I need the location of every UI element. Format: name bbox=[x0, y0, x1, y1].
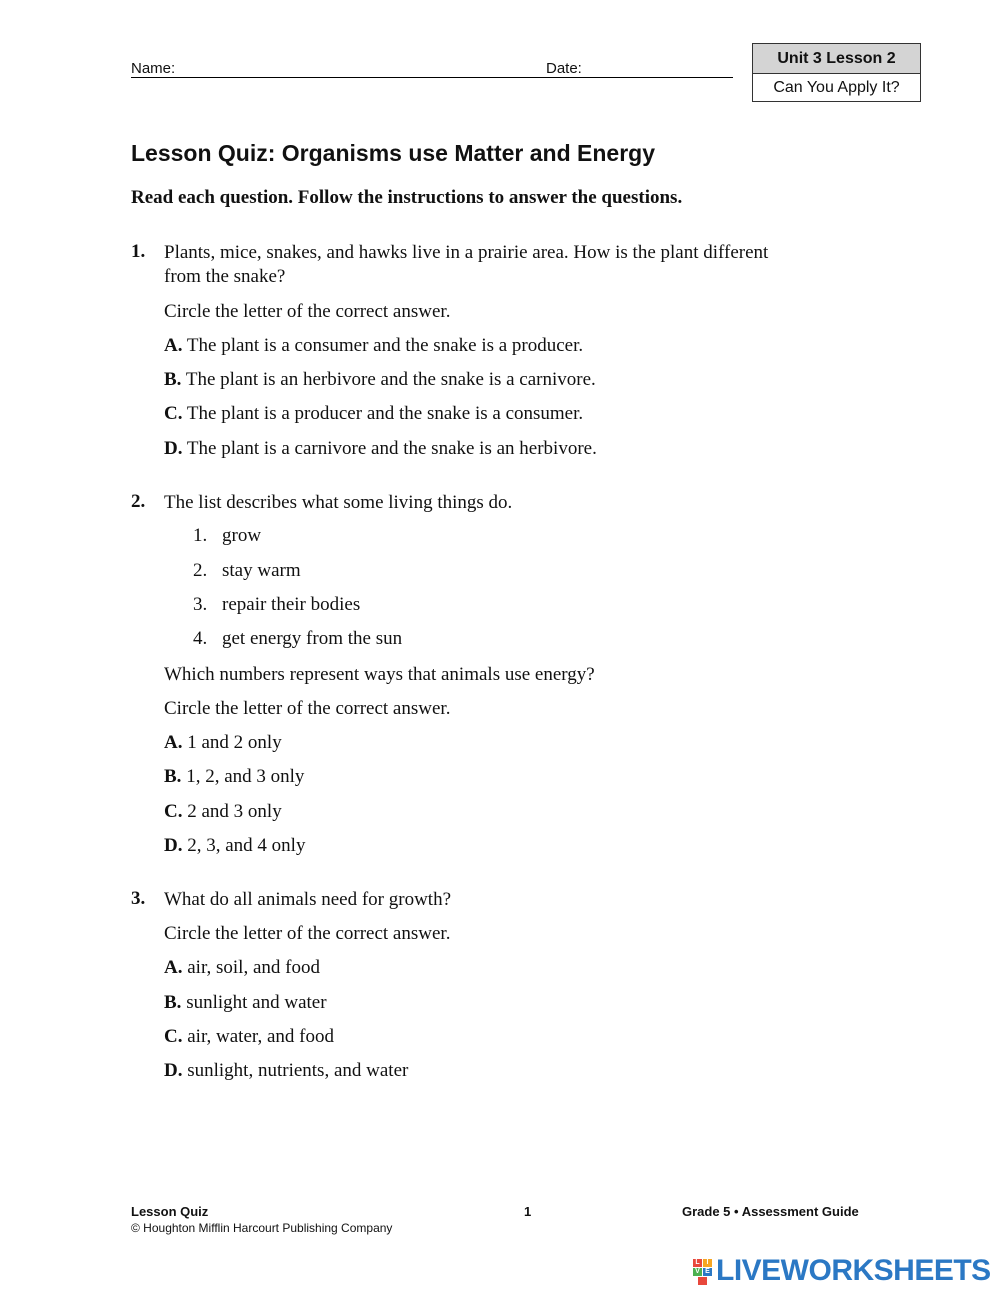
option-letter: B. bbox=[164, 992, 182, 1013]
answer-option-c[interactable] bbox=[164, 800, 282, 824]
option-text: The plant is a consumer and the snake is a producer. bbox=[186, 335, 584, 356]
option-letter: A. bbox=[164, 957, 183, 978]
option-text: sunlight, nutrients, and water bbox=[187, 1060, 409, 1081]
option-text: 2 and 3 only bbox=[187, 801, 282, 822]
question-text: from the snake? bbox=[164, 266, 286, 287]
option-letter: C. bbox=[164, 403, 183, 424]
option-letter: C. bbox=[164, 1026, 183, 1047]
lesson-subtitle: Can You Apply It? bbox=[773, 79, 900, 96]
option-text: air, water, and food bbox=[187, 1026, 334, 1047]
question-prompt: Circle the letter of the correct answer. bbox=[164, 923, 451, 944]
option-letter: A. bbox=[164, 335, 183, 356]
option-letter: C. bbox=[164, 801, 183, 822]
date-label: Date: bbox=[546, 60, 582, 77]
logo-blocks-icon: L I V E bbox=[693, 1257, 713, 1285]
page-title: Lesson Quiz: Organisms use Matter and Energy bbox=[131, 140, 656, 166]
liveworksheets-logo bbox=[693, 1254, 991, 1288]
option-text: 2, 3, and 4 only bbox=[187, 835, 306, 856]
name-date-line[interactable] bbox=[131, 77, 733, 78]
name-label: Name: bbox=[131, 60, 176, 77]
answer-option-a[interactable] bbox=[164, 334, 583, 358]
footer-lesson-quiz: Lesson Quiz bbox=[131, 1204, 209, 1219]
list-item: 2. stay warm bbox=[193, 560, 301, 581]
list-item: 4. get energy from the sun bbox=[193, 628, 403, 649]
option-text: The plant is a carnivore and the snake is an herbivore. bbox=[186, 438, 597, 459]
question-number: 1. bbox=[131, 241, 146, 262]
option-text: air, soil, and food bbox=[187, 957, 320, 978]
footer-grade-guide: Grade 5 • Assessment Guide bbox=[682, 1204, 859, 1219]
option-letter: A. bbox=[164, 732, 183, 753]
answer-option-d[interactable] bbox=[164, 834, 305, 858]
option-letter: D. bbox=[164, 1060, 183, 1081]
page-number: 1 bbox=[524, 1204, 532, 1219]
option-letter: D. bbox=[164, 835, 183, 856]
answer-option-b[interactable] bbox=[164, 368, 596, 392]
answer-option-c[interactable] bbox=[164, 1025, 334, 1049]
answer-option-b[interactable] bbox=[164, 765, 304, 789]
option-text: 1, 2, and 3 only bbox=[186, 766, 305, 787]
answer-option-d[interactable] bbox=[164, 1059, 408, 1083]
logo-text: LIVEWORKSHEETS bbox=[716, 1254, 991, 1287]
option-text: The plant is an herbivore and the snake is a carnivore. bbox=[185, 369, 596, 390]
option-letter: D. bbox=[164, 438, 183, 459]
answer-option-a[interactable] bbox=[164, 956, 320, 980]
unit-lesson-box bbox=[752, 43, 921, 102]
footer-copyright: © Houghton Mifflin Harcourt Publishing Company bbox=[131, 1221, 393, 1235]
question-text: The list describes what some living things do. bbox=[164, 492, 513, 513]
answer-option-c[interactable] bbox=[164, 402, 583, 426]
answer-option-d[interactable] bbox=[164, 437, 597, 461]
question-text: Plants, mice, snakes, and hawks live in a prairie area. How is the plant different bbox=[164, 242, 769, 263]
option-text: 1 and 2 only bbox=[187, 732, 282, 753]
instructions: Read each question. Follow the instructions to answer the questions. bbox=[131, 187, 683, 208]
question-prompt: Circle the letter of the correct answer. bbox=[164, 698, 451, 719]
answer-option-b[interactable] bbox=[164, 991, 327, 1015]
list-item: 3. repair their bodies bbox=[193, 594, 361, 615]
option-letter: B. bbox=[164, 766, 182, 787]
question-text: Which numbers represent ways that animals use energy? bbox=[164, 664, 595, 685]
option-letter: B. bbox=[164, 369, 182, 390]
question-text: What do all animals need for growth? bbox=[164, 889, 452, 910]
question-prompt: Circle the letter of the correct answer. bbox=[164, 301, 451, 322]
answer-option-a[interactable] bbox=[164, 731, 282, 755]
unit-lesson-label: Unit 3 Lesson 2 bbox=[753, 44, 920, 74]
option-text: The plant is a producer and the snake is a consumer. bbox=[186, 403, 584, 424]
question-number: 3. bbox=[131, 888, 146, 909]
option-text: sunlight and water bbox=[186, 992, 327, 1013]
question-number: 2. bbox=[131, 491, 146, 512]
list-item: 1. grow bbox=[193, 525, 262, 546]
